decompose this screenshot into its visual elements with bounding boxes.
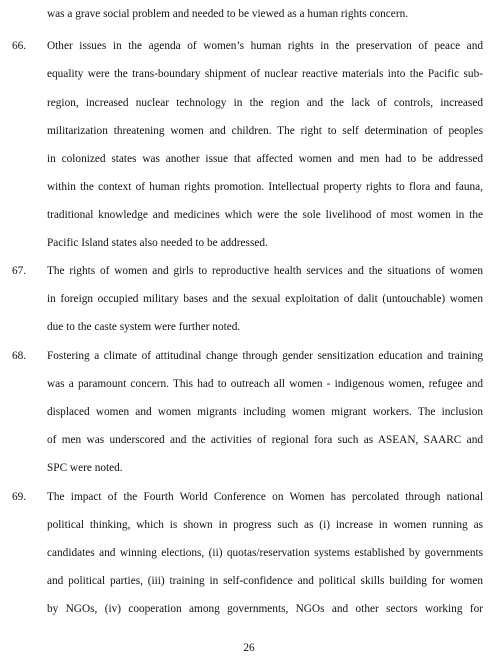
paragraph-66-line: Other issues in the agenda of women’s human rights in the preservation of peace and [47,40,483,52]
paragraph-68-line: SPC were noted. [47,462,123,474]
paragraph-number-66: 66. [12,40,27,52]
paragraph-66-line: Pacific Island states also needed to be addressed. [47,237,268,249]
paragraph-69-line: by NGOs, (iv) cooperation among governments, NGOs and other sectors working for [47,603,483,615]
paragraph-number-69: 69. [12,491,27,503]
paragraph-67-line: in foreign occupied military bases and the sexual exploitation of dalit (untouchable) women [47,293,483,305]
paragraph-66-line: within the context of human rights promotion. Intellectual property rights to flora and fauna, [47,181,483,193]
paragraph-68-line: Fostering a climate of attitudinal change through gender sensitization education and training [47,350,483,362]
paragraph-68-line: of men was underscored and the activities of regional fora such as ASEAN, SAARC and [47,434,483,446]
paragraph-67-line: due to the caste system were further noted. [47,321,241,333]
page-number: 26 [243,642,255,654]
paragraph-68-line: displaced women and women migrants including women migrant workers. The inclusion [47,406,483,418]
paragraph-69-line: The impact of the Fourth World Conference on Women has percolated through national [47,491,483,503]
paragraph-number-67: 67. [12,265,27,277]
paragraph-66-line: equality were the trans-boundary shipment of nuclear reactive materials into the Pacific sub- [47,68,483,80]
paragraph-67-line: The rights of women and girls to reproductive health services and the situations of women [47,265,483,277]
paragraph-66-line: region, increased nuclear technology in the region and the lack of controls, increased [47,97,483,109]
paragraph-number-68: 68. [12,350,27,362]
paragraph-66-line: militarization threatening women and children. The right to self determination of peoples [47,125,483,137]
carry-over-line: was a grave social problem and needed to be viewed as a human rights concern. [47,8,409,20]
paragraph-66-line: in colonized states was another issue that affected women and men had to be addressed [47,153,483,165]
paragraph-68-line: was a paramount concern. This had to outreach all women - indigenous women, refugee and [47,378,483,390]
paragraph-69-line: and political parties, (iii) training in self-confidence and political skills building for women [47,575,483,587]
paragraph-69-line: candidates and winning elections, (ii) quotas/reservation systems established by governments [47,547,483,559]
paragraph-69-line: political thinking, which is shown in progress such as (i) increase in women running as [47,519,483,531]
paragraph-66-line: traditional knowledge and medicines which were the sole livelihood of most women in the [47,209,483,221]
